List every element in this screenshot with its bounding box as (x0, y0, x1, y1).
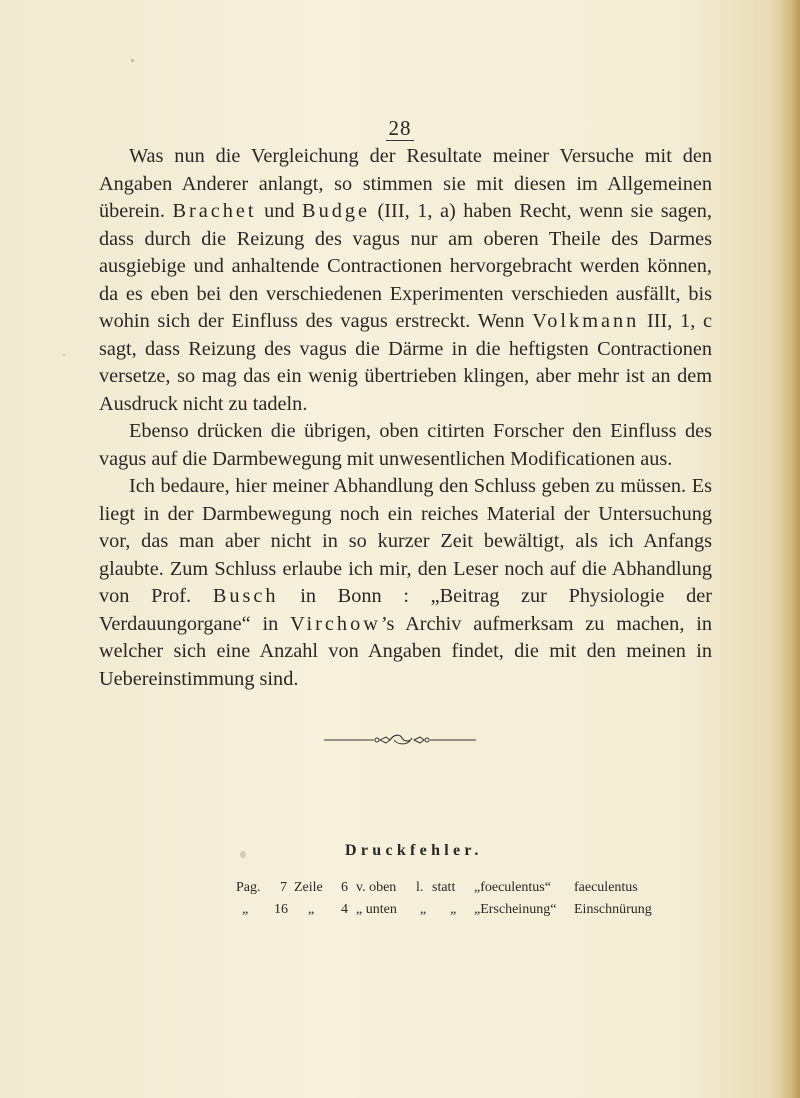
errata-title: Druckfehler. (345, 842, 483, 859)
errata-read-mark: „ (420, 902, 427, 917)
page-number: 28 (388, 116, 412, 140)
errata-row (236, 902, 696, 924)
text-run: Ebenso drücken die übrigen, oben citirten Forscher den Einfluss des vagus auf die Darmbewegung mit unwesentlichen Modificationen aus. (99, 420, 712, 470)
text-run: Ich bedaure, hier meiner Abhandlung den Schluss geben zu müssen. Es liegt in der Darmbewegung noch ein reiches Material der Untersuchung vor, das man aber nicht in so kurzer Zeit bewältigt, als ich Anfangs glaubte. Zum Schluss erlaube ich mir, den Leser noch auf die Abhandlung von Prof. (99, 475, 712, 607)
body-text (99, 143, 712, 693)
author-name: Brachet (172, 200, 257, 222)
errata-line-number: 6 (341, 880, 348, 895)
paragraph (99, 418, 712, 473)
errata-page-label: Pag. (236, 880, 261, 895)
errata-correct-word: Einschnürung (574, 902, 652, 917)
errata-position: „ unten (356, 902, 397, 917)
errata-instead: statt (432, 880, 456, 895)
paper-speck (131, 59, 134, 62)
page-edge-stain (778, 0, 800, 1098)
author-name: Budge (302, 200, 370, 222)
text-run: III, 1, c sagt, dass Reizung des vagus die Därme in die heftigsten Contractionen versetze, so mag das ein wenig übertrieben klingen, aber mehr ist an dem Ausdruck nicht zu tadeln. (99, 310, 712, 415)
errata-wrong-word: „Erscheinung“ (474, 902, 557, 917)
ornament-divider (324, 733, 476, 747)
page-number-underline (386, 140, 414, 141)
author-name: Virchow (290, 612, 381, 635)
errata-line-number: 4 (341, 902, 348, 917)
paper-speck (63, 354, 65, 356)
text-run: und (256, 200, 303, 222)
errata-list (236, 880, 696, 924)
errata-line-label: Zeile (294, 880, 323, 895)
errata-page-label: „ (242, 902, 249, 917)
errata-position: v. oben (356, 880, 397, 895)
paragraph (99, 473, 712, 693)
text-run: (III, 1, a) haben Recht, wenn sie sagen, dass durch die Reizung des vagus nur am oberen Theile des Darmes ausgiebige und anhaltende Contractionen hervorgebracht werden können, da es eben bei den verschiedenen Experimenten verschieden ausfällt, bis wohin sich der Einfluss des vagus erstreckt. Wenn (99, 200, 712, 332)
author-name: Busch (212, 585, 279, 607)
errata-read-mark: l. (416, 880, 424, 895)
text-run: ’s Archiv aufmerksam zu machen, in welcher sich eine Anzahl von Angaben findet, die mit den meinen in Uebereinstimmung sind. (99, 612, 712, 690)
errata-wrong-word: „foeculentus“ (474, 880, 551, 895)
text-run: Was nun die Vergleichung der Resultate meiner Versuche mit den Angaben Anderer anlangt, so stimmen sie mit diesen im Allgemeinen überein. (99, 145, 712, 222)
errata-instead: „ (450, 902, 457, 917)
paragraph (99, 143, 712, 418)
author-name: Volkmann (532, 310, 640, 332)
errata-line-label: „ (308, 902, 315, 917)
text-run: in Bonn : „Beitrag zur Physiologie der Verdauungorgane“ in (99, 585, 713, 635)
errata-row (236, 880, 696, 902)
errata-page-number: 7 (280, 880, 287, 895)
errata-correct-word: faeculentus (574, 880, 638, 895)
errata-page-number: 16 (274, 902, 288, 917)
paper-speck (240, 851, 246, 858)
